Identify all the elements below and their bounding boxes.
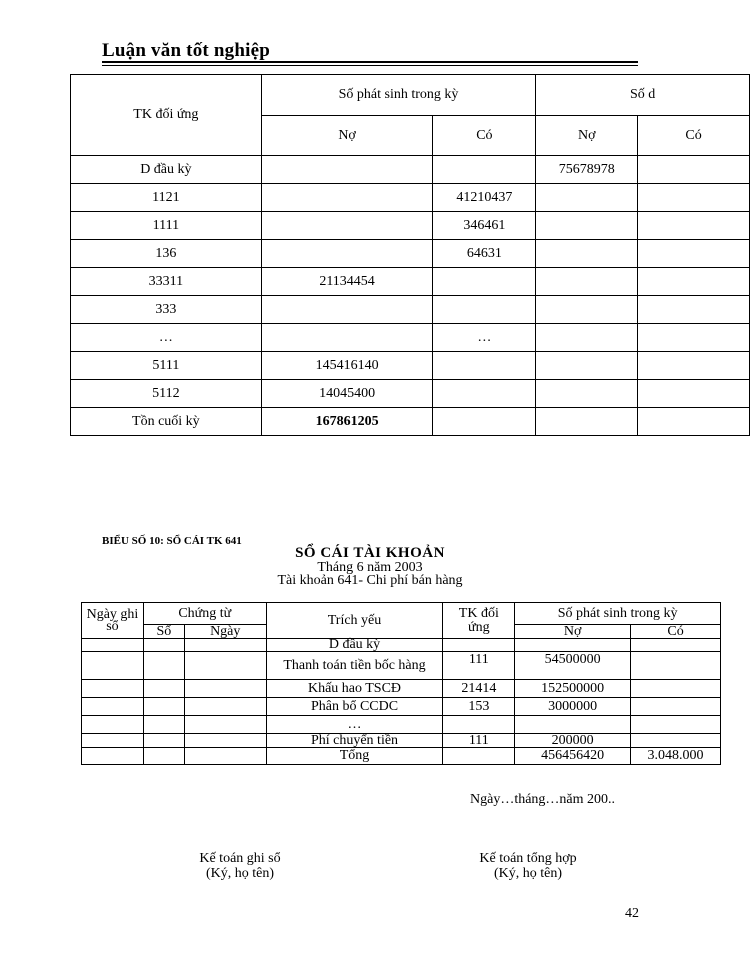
cell-voucher-no (143, 734, 184, 748)
date-line: Ngày…tháng…năm 200.. (470, 792, 616, 807)
cell-contra: 21414 (443, 680, 515, 698)
cell-debit (261, 324, 433, 352)
cell-voucher-date (184, 639, 266, 652)
cell-debit: 3000000 (515, 698, 631, 716)
cell-debit: 456456420 (515, 748, 631, 765)
ledger-title: SỔ CÁI TÀI KHOẢN (295, 545, 445, 561)
cell-date (82, 698, 144, 716)
header-voucher-no: Số (143, 625, 184, 639)
cell-balance-credit (638, 184, 750, 212)
cell-credit: 41210437 (433, 184, 536, 212)
cell-credit (433, 268, 536, 296)
cell-account: 5111 (71, 352, 262, 380)
cell-contra (443, 716, 515, 734)
signer-note: (Ký, họ tên) (493, 866, 563, 881)
header-rule-thin (102, 65, 638, 66)
page-header-title: Luận văn tốt nghiệp (102, 40, 270, 61)
cell-debit (515, 639, 631, 652)
cell-voucher-date (184, 652, 266, 680)
header-credit: Có (631, 625, 721, 639)
cell-desc: Phân bổ CCDC (266, 698, 443, 716)
cell-date (82, 639, 144, 652)
table-row (71, 212, 750, 240)
cell-balance-debit (536, 296, 638, 324)
cell-credit: 3.048.000 (631, 748, 721, 765)
cell-voucher-date (184, 734, 266, 748)
cell-voucher-date (184, 680, 266, 698)
cell-credit (433, 352, 536, 380)
signature-block-bookkeeper (180, 851, 300, 881)
account-summary-table (70, 74, 750, 436)
table-row (71, 324, 750, 352)
cell-date (82, 748, 144, 765)
cell-credit: 64631 (433, 240, 536, 268)
ledger-account: Tài khoản 641- Chi phí bán hàng (277, 573, 463, 588)
cell-voucher-no (143, 716, 184, 734)
cell-account: 33311 (71, 268, 262, 296)
cell-balance-credit (638, 324, 750, 352)
cell-debit: 14045400 (261, 380, 433, 408)
cell-balance-debit (536, 240, 638, 268)
cell-debit (261, 240, 433, 268)
header-balance-credit: Có (638, 116, 750, 156)
signer-title: Kế toán tổng hợp (479, 851, 577, 866)
header-arising-debit: Nợ (261, 116, 433, 156)
cell-contra: 111 (443, 734, 515, 748)
table-row (71, 184, 750, 212)
cell-voucher-no (143, 680, 184, 698)
table-row (82, 639, 721, 652)
cell-contra: 153 (443, 698, 515, 716)
cell-date (82, 680, 144, 698)
cell-balance-credit (638, 352, 750, 380)
signature-block-chief-accountant (460, 851, 596, 881)
cell-balance-debit (536, 324, 638, 352)
cell-desc: … (266, 716, 443, 734)
cell-debit (261, 212, 433, 240)
table-row (71, 296, 750, 324)
page-number: 42 (625, 906, 639, 921)
table-row (82, 734, 721, 748)
cell-balance-debit (536, 184, 638, 212)
cell-voucher-no (143, 639, 184, 652)
cell-desc: D đầu kỳ (266, 639, 443, 652)
cell-credit (631, 716, 721, 734)
cell-debit (261, 296, 433, 324)
cell-date (82, 734, 144, 748)
cell-balance-debit (536, 380, 638, 408)
table-row (82, 680, 721, 698)
table-row (71, 352, 750, 380)
cell-debit (261, 184, 433, 212)
cell-debit (261, 156, 433, 184)
ledger-period: Tháng 6 năm 2003 (317, 560, 423, 575)
cell-account: Tồn cuối kỳ (71, 408, 262, 436)
cell-voucher-no (143, 748, 184, 765)
header-rule-thick (102, 61, 638, 63)
cell-balance-credit (638, 156, 750, 184)
cell-balance-debit (536, 352, 638, 380)
cell-balance-credit (638, 240, 750, 268)
cell-voucher-date (184, 716, 266, 734)
cell-debit: 200000 (515, 734, 631, 748)
table-row-total (71, 408, 750, 436)
table-row (82, 716, 721, 734)
cell-voucher-date (184, 698, 266, 716)
cell-voucher-date (184, 748, 266, 765)
cell-debit: 167861205 (261, 408, 433, 436)
cell-desc: Khấu hao TSCĐ (266, 680, 443, 698)
cell-date (82, 716, 144, 734)
header-arising-credit: Có (433, 116, 536, 156)
cell-balance-credit (638, 380, 750, 408)
cell-account: 5112 (71, 380, 262, 408)
table-row (71, 240, 750, 268)
table-row (82, 698, 721, 716)
cell-credit (631, 680, 721, 698)
cell-balance-debit (536, 212, 638, 240)
header-arising: Số phát sinh trong kỳ (515, 603, 721, 625)
cell-credit (433, 156, 536, 184)
cell-debit: 21134454 (261, 268, 433, 296)
cell-debit: 152500000 (515, 680, 631, 698)
cell-balance-debit: 75678978 (536, 156, 638, 184)
ledger-table (81, 602, 721, 765)
cell-credit (631, 639, 721, 652)
header-debit: Nợ (515, 625, 631, 639)
cell-balance-credit (638, 296, 750, 324)
header-contra: TK đối ứng (443, 603, 515, 639)
table-row-total (82, 748, 721, 765)
cell-desc: Phí chuyển tiền (266, 734, 443, 748)
cell-account: 136 (71, 240, 262, 268)
cell-account: … (71, 324, 262, 352)
cell-contra: 111 (443, 652, 515, 680)
cell-desc: Tổng (266, 748, 443, 765)
ledger-caption: BIỂU SỐ 10: SỔ CÁI TK 641 (102, 535, 242, 547)
table-row (71, 156, 750, 184)
cell-credit: … (433, 324, 536, 352)
header-voucher: Chứng từ (143, 603, 266, 625)
cell-voucher-no (143, 652, 184, 680)
cell-account: 333 (71, 296, 262, 324)
table-row (71, 268, 750, 296)
signer-title: Kế toán ghi sổ (199, 851, 281, 866)
cell-balance-credit (638, 212, 750, 240)
cell-account: 1121 (71, 184, 262, 212)
cell-debit (515, 716, 631, 734)
cell-contra (443, 748, 515, 765)
cell-balance-debit (536, 268, 638, 296)
header-desc: Trích yếu (266, 603, 443, 639)
cell-balance-credit (638, 268, 750, 296)
cell-credit (433, 296, 536, 324)
table-row (71, 380, 750, 408)
cell-debit: 54500000 (515, 652, 631, 680)
cell-desc: Thanh toán tiền bốc hàng (266, 652, 443, 680)
cell-credit: 346461 (433, 212, 536, 240)
cell-credit (631, 652, 721, 680)
table-row (82, 652, 721, 680)
header-account: TK đối ứng (71, 75, 262, 156)
signer-note: (Ký, họ tên) (205, 866, 275, 881)
cell-balance-debit (536, 408, 638, 436)
cell-account: D đầu kỳ (71, 156, 262, 184)
cell-contra (443, 639, 515, 652)
cell-credit (631, 698, 721, 716)
cell-credit (433, 408, 536, 436)
header-voucher-date: Ngày (184, 625, 266, 639)
header-balance: Số d (536, 75, 750, 116)
cell-date (82, 652, 144, 680)
header-date: Ngày ghi sổ (82, 603, 144, 639)
header-balance-debit: Nợ (536, 116, 638, 156)
cell-debit: 145416140 (261, 352, 433, 380)
header-arising: Số phát sinh trong kỳ (261, 75, 536, 116)
cell-credit (631, 734, 721, 748)
cell-voucher-no (143, 698, 184, 716)
cell-account: 1111 (71, 212, 262, 240)
cell-credit (433, 380, 536, 408)
cell-balance-credit (638, 408, 750, 436)
